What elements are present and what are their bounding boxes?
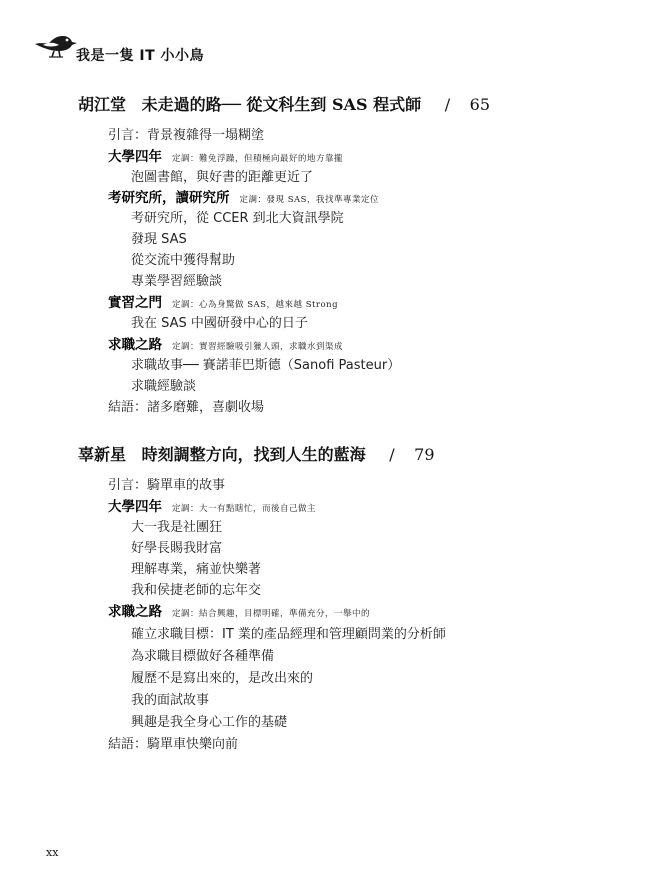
book-title: 我是一隻 IT 小小鳥 — [76, 48, 205, 64]
toc-section — [108, 333, 343, 353]
bird-logo-icon — [32, 22, 78, 58]
toc-section — [108, 291, 338, 311]
toc-entry: 引言：騎單車的故事 — [108, 478, 226, 493]
section-note: 定調：發現 SAS，我找準專業定位 — [239, 195, 379, 205]
toc-entry: 理解專業，痛並快樂著 — [131, 562, 262, 577]
toc-entry: 大一我是社團狂 — [131, 520, 223, 535]
toc-entry: 引言：背景複雜得一塌糊塗 — [108, 128, 265, 143]
toc-entry: 結語：騎單車快樂向前 — [108, 737, 239, 752]
toc-entry: 我在 SAS 中國研發中心的日子 — [131, 316, 308, 331]
toc-entry: 確立求職目標：IT 業的產品經理和管理顧問業的分析師 — [131, 627, 446, 642]
chapter-author: 辜新星 — [78, 445, 127, 464]
chapter-title: 未走過的路── 從文科生到 SAS 程式師 — [141, 95, 422, 114]
toc-entry: 我的面試故事 — [131, 693, 210, 708]
toc-entry: 專業學習經驗談 — [131, 274, 223, 289]
chapter-page-number: 65 — [469, 95, 491, 114]
toc-section — [108, 600, 370, 620]
chapter-author: 胡江堂 — [78, 95, 127, 114]
toc-section — [108, 145, 343, 165]
toc-entry: 履歷不是寫出來的，是改出來的 — [131, 671, 314, 686]
separator-slash: / — [389, 445, 395, 464]
toc-entry: 興趣是我全身心工作的基礎 — [131, 715, 288, 730]
chapter-heading — [78, 92, 490, 115]
section-title: 大學四年 — [108, 499, 162, 515]
section-title: 求職之路 — [108, 604, 162, 620]
section-title: 考研究所，讀研究所 — [108, 190, 230, 206]
toc-entry: 為求職目標做好各種準備 — [131, 649, 275, 664]
chapter-heading — [78, 442, 435, 465]
section-note: 定調：心為身驚做 SAS，越來越 Strong — [172, 300, 339, 310]
toc-entry: 發現 SAS — [131, 232, 187, 247]
toc-entry: 結語：諸多磨難，喜劇收場 — [108, 400, 265, 415]
section-title: 求職之路 — [108, 337, 162, 353]
toc-section — [108, 186, 379, 206]
section-note: 定調：實習經驗吸引獵人頭，求職水到渠成 — [172, 342, 344, 352]
section-note: 定調：結合興趣，目標明確，準備充分，一舉中的 — [172, 609, 371, 619]
toc-entry: 考研究所，從 CCER 到北大資訊學院 — [131, 211, 344, 226]
toc-entry: 好學長賜我財富 — [131, 541, 223, 556]
chapter-title: 時刻調整方向，找到人生的藍海 — [141, 445, 366, 464]
section-note: 定調：大一有點瞎忙，而後自己做主 — [172, 504, 317, 514]
toc-entry: 從交流中獲得幫助 — [131, 253, 236, 268]
section-note: 定調：難免浮躁，但積極向最好的地方靠攏 — [172, 154, 344, 164]
section-title: 大學四年 — [108, 149, 162, 165]
chapter-page-number: 79 — [414, 445, 435, 464]
toc-section — [108, 495, 316, 515]
separator-slash: / — [444, 95, 451, 114]
section-title: 實習之門 — [108, 295, 162, 311]
toc-entry: 求職經驗談 — [131, 379, 197, 394]
toc-entry: 我和侯捷老師的忘年交 — [131, 583, 262, 598]
toc-entry: 求職故事── 賽諾菲巴斯德（Sanofi Pasteur） — [131, 358, 401, 373]
page-number: xx — [46, 846, 59, 859]
toc-entry: 泡圖書館，與好書的距離更近了 — [131, 170, 314, 185]
